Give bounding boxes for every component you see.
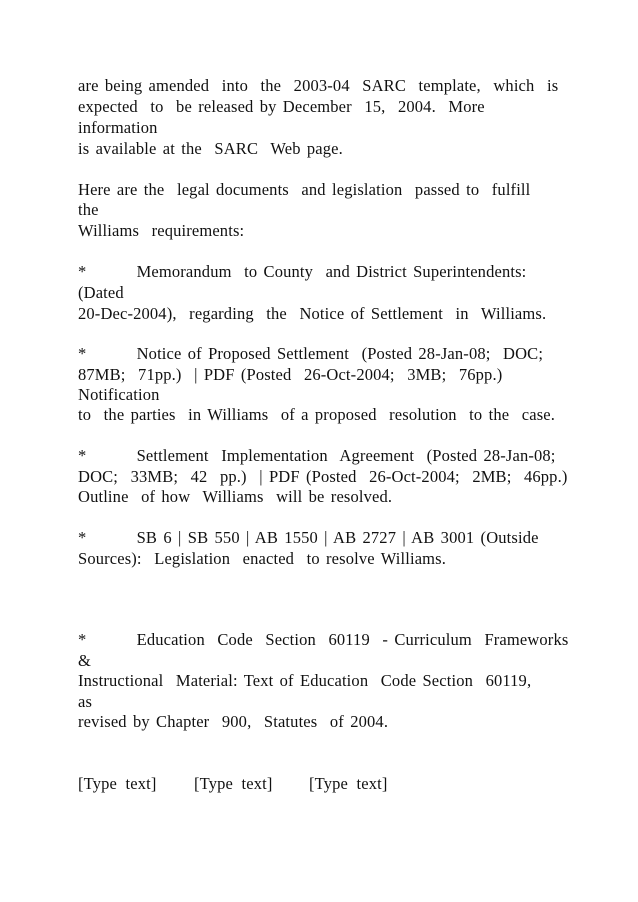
item-3-line-3: Outline of how Williams will be resolved. — [78, 487, 393, 506]
paragraph-1-line-1: are being amended into the 2003-04 SARC template, which is — [78, 76, 559, 95]
item-2-line-3: Notification — [78, 385, 160, 404]
footer-right-text: [Type text] — [309, 774, 388, 793]
item-2-line-2: 87MB; 71pp.) | PDF (Posted 26-Oct-2004; 3MB; 76pp.) — [78, 365, 503, 384]
item-1-line-3: 20-Dec-2004), regarding the Notice of Settlement in Williams. — [78, 304, 547, 323]
item-1-line-2: (Dated — [78, 283, 124, 302]
item-2-line-1: * Notice of Proposed Settlement (Posted 28-Jan-08; DOC; — [78, 344, 544, 363]
item-4-line-1: * SB 6 | SB 550 | AB 1550 | AB 2727 | AB 3001 (Outside — [78, 528, 539, 547]
item-5-line-2: & — [78, 651, 91, 670]
item-5-line-1: * Education Code Section 60119 - Curriculum Frameworks — [78, 630, 569, 649]
footer-center-text: [Type text] — [194, 774, 273, 793]
paragraph-2-line-1: Here are the legal documents and legislation passed to fulfill — [78, 180, 531, 199]
item-5-line-5: revised by Chapter 900, Statutes of 2004. — [78, 712, 389, 731]
item-5-line-4: as — [78, 692, 93, 711]
item-2-line-4: to the parties in Williams of a proposed resolution to the case. — [78, 405, 556, 424]
item-3-line-1: * Settlement Implementation Agreement (Posted 28-Jan-08; — [78, 446, 556, 465]
item-3-line-2: DOC; 33MB; 42 pp.) | PDF (Posted 26-Oct-2004; 2MB; 46pp.) — [78, 467, 568, 486]
paragraph-2-line-3: Williams requirements: — [78, 221, 245, 240]
paragraph-1-line-3: information — [78, 118, 158, 137]
item-4-line-2: Sources): Legislation enacted to resolve Williams. — [78, 549, 447, 568]
paragraph-1-line-4: is available at the SARC Web page. — [78, 139, 343, 158]
paragraph-1-line-2: expected to be released by December 15, 2004. More — [78, 97, 485, 116]
item-1-line-1: * Memorandum to County and District Superintendents: — [78, 262, 527, 281]
paragraph-2-line-2: the — [78, 200, 99, 219]
item-5-line-3: Instructional Material: Text of Education Code Section 60119, — [78, 671, 532, 690]
footer-left-text: [Type text] — [78, 774, 157, 793]
